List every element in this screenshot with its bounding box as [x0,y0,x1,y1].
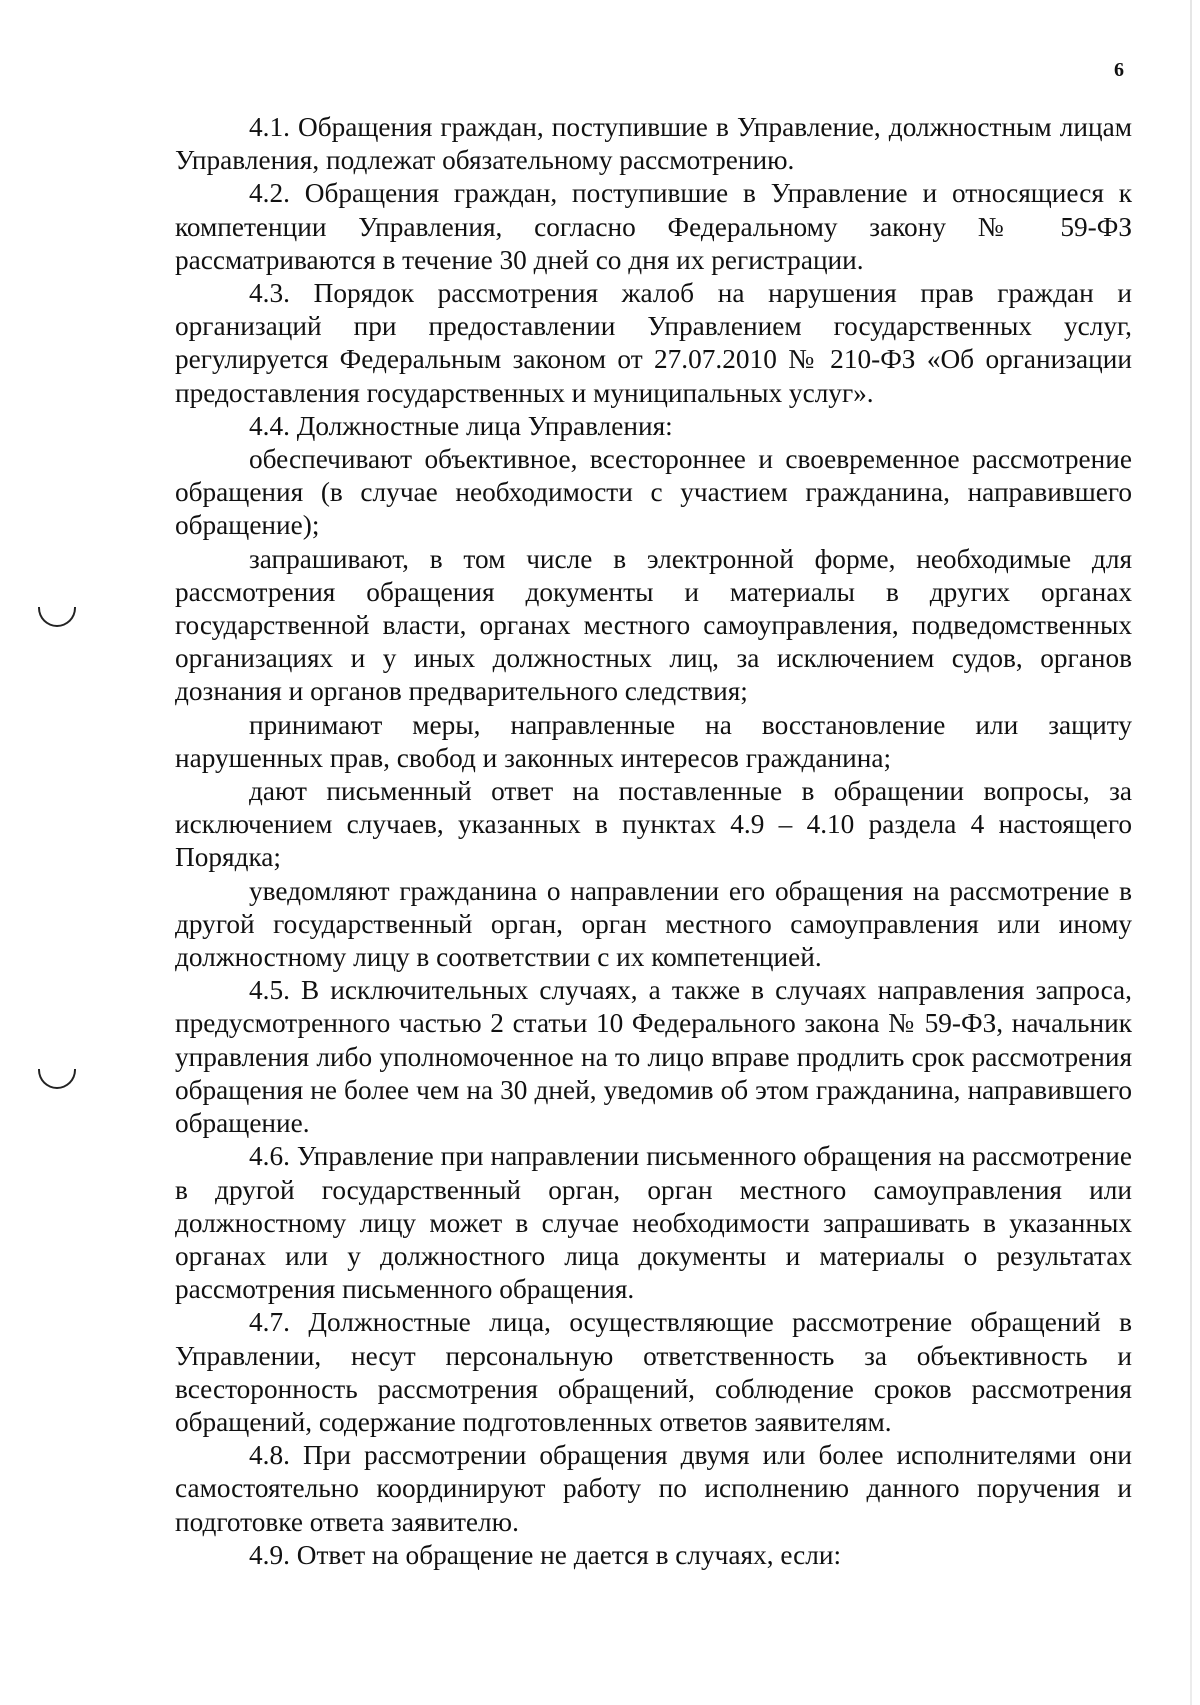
paragraph-4-7: 4.7. Должностные лица, осуществляющие рассмотрение обращений в Управлении, несут персональную ответственность за объективность и всесторонность рассмотрения обращений, соблюдение сроков рассмотрения обращений, содержание подготовленных ответов заявителям. [175,1307,1132,1437]
paragraph-4-5: 4.5. В исключительных случаях, а также в случаях направления запроса, предусмотренного частью 2 статьи 10 Федерального закона № 59-ФЗ, начальник управления либо уполномоченное на то лицо вправе продлить срок рассмотрения обращения не более чем на 30 дней, уведомив об этом гражданина, направившего обращение. [175,975,1132,1139]
duty-item-ensure-review: обеспечивают объективное, всестороннее и своевременное рассмотрение обращения (в случае необходимости с участием гражданина, направившего обращение); [175,444,1132,541]
page-number: 6 [1114,59,1124,81]
scan-edge-shadow [1190,0,1192,1705]
binder-hole-mark [38,1069,76,1089]
paragraph-4-4: 4.4. Должностные лица Управления: [249,410,673,441]
duty-item-written-reply: дают письменный ответ на поставленные в обращении вопросы, за исключением случаев, указанных в пунктах 4.9 – 4.10 раздела 4 настоящего Порядка; [175,776,1132,873]
binder-hole-mark [38,607,76,627]
paragraph-4-9: 4.9. Ответ на обращение не дается в случаях, если: [249,1539,842,1570]
paragraph-4-3: 4.3. Порядок рассмотрения жалоб на нарушения прав граждан и организаций при предоставлении Управлением государственных услуг, регулируется Федеральным законом от 27.07.2010 № 210-ФЗ «Об организации предоставления государственных и муниципальных услуг». [175,278,1132,408]
duty-item-notify-redirect: уведомляют гражданина о направлении его обращения на рассмотрение в другой государственный орган, орган местного самоуправления или иному должностному лицу в соответствии с их компетенцией. [175,875,1132,973]
duty-item-take-measures: принимают меры, направленные на восстановление или защиту нарушенных прав, свобод и законных интересов гражданина; [175,709,1132,773]
duty-item-request-documents: запрашивают, в том числе в электронной форме, необходимые для рассмотрения обращения документы и материалы в других органах государственной власти, органах местного самоуправления, подведомственных организациях и у иных должностных лиц, за исключением судов, органов дознания и органов предварительного следствия; [175,543,1132,707]
paragraph-4-6: 4.6. Управление при направлении письменного обращения на рассмотрение в другой государственный орган, орган местного самоуправления или должностному лицу может в случае необходимости запрашивать в указанных органах или у должностного лица документы и материалы о результатах рассмотрения письменного обращения. [175,1141,1132,1305]
paragraph-4-2: 4.2. Обращения граждан, поступившие в Управление и относящиеся к компетенции Управления, согласно Федеральному закону № 59-ФЗ рассматриваются в течение 30 дней со дня их регистрации. [175,178,1132,275]
paragraph-4-1: 4.1. Обращения граждан, поступившие в Управление, должностным лицам Управления, подлежат обязательному рассмотрению. [175,112,1132,176]
paragraph-4-8: 4.8. При рассмотрении обращения двумя или более исполнителями они самостоятельно координируют работу по исполнению данного поручения и подготовке ответа заявителю. [175,1440,1132,1537]
document-body [175,111,1132,1572]
